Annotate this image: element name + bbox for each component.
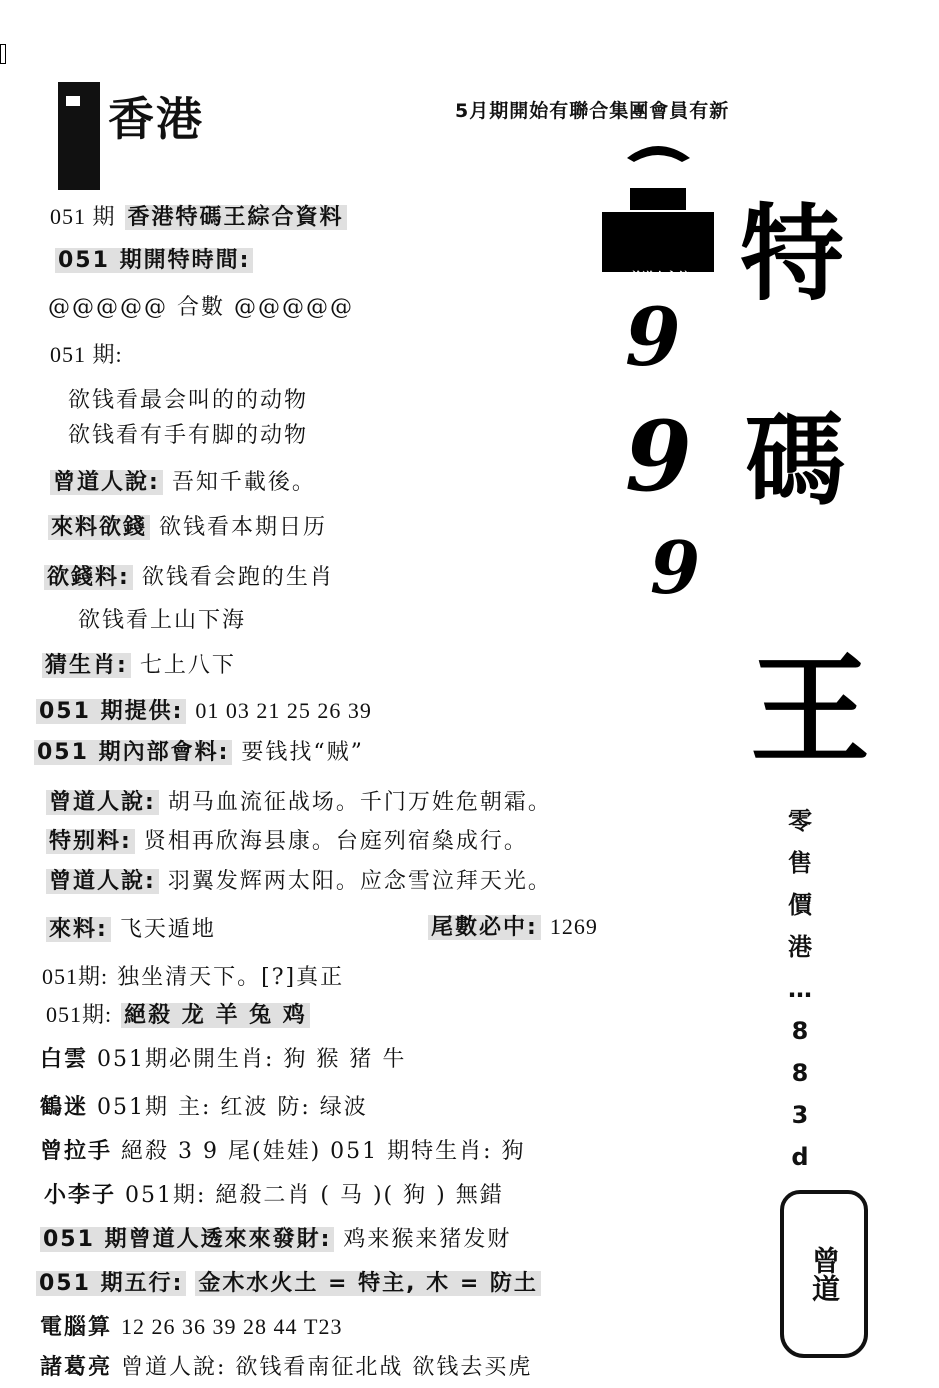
line-label: 051期:	[46, 1002, 113, 1027]
line-text: 051期 主: 红波 防: 绿波	[97, 1095, 368, 1120]
line-text: 051期: 絕殺二肖 ( 马 )( 狗 ) 無錯	[125, 1183, 504, 1208]
line-computer	[40, 1310, 342, 1341]
line-text: 贤相再欣海县康。台庭列宿燊成行。	[143, 829, 528, 854]
line-label: 051 期曾道人透來來發財:	[40, 1227, 334, 1252]
line-text: 欲钱看最会叫的的动物	[68, 388, 309, 413]
line-label: 白雲	[40, 1047, 89, 1072]
vertical-char: 8	[791, 1059, 809, 1087]
seal-text: 曾道	[808, 1246, 841, 1302]
edge-mark	[0, 44, 6, 64]
line-text: 飞天遁地	[119, 917, 216, 942]
line-issue-title	[50, 200, 347, 231]
vertical-char: 3	[791, 1101, 809, 1129]
line-label: 猜生肖:	[42, 653, 131, 678]
line-zeng-3	[46, 864, 552, 895]
line-sitting	[42, 960, 344, 991]
line-label: 051 期五行:	[36, 1271, 186, 1296]
line-label: 欲錢料:	[44, 565, 133, 590]
line-riddle-3	[78, 603, 246, 634]
line-label: 鶴迷	[40, 1095, 89, 1120]
line-text: 051期必開生肖: 狗 猴 猪 牛	[97, 1047, 407, 1072]
line-text: 吾知千載後。	[171, 470, 316, 495]
hat-logo	[602, 140, 714, 280]
line-zeng-1	[50, 465, 316, 496]
line-label: 曾道人說:	[46, 869, 159, 894]
line-text: 七上八下	[139, 653, 236, 678]
line-label: 051 期:	[50, 342, 123, 367]
line-label: 小李子	[44, 1183, 117, 1208]
line-lailiao	[46, 912, 216, 943]
line-laiao	[48, 510, 327, 541]
line-text: 独坐清天下。[?]真正	[117, 965, 345, 990]
line-kill-zodiac	[46, 998, 310, 1029]
line-text: 01 03 21 25 26 39	[195, 698, 372, 723]
line-text: 羽翼发辉两太阳。应念雪泣拜天光。	[167, 869, 552, 894]
line-internal	[34, 735, 364, 766]
vertical-char: 8	[791, 1017, 809, 1045]
line-zeng-2	[46, 785, 552, 816]
line-issue-period	[50, 338, 123, 369]
vertical-char: 價	[788, 891, 812, 919]
line-text: 欲钱看上山下海	[78, 608, 247, 633]
line-zhuge	[40, 1350, 532, 1381]
big-char-wang: 王	[750, 642, 870, 781]
line-yuqian	[44, 560, 334, 591]
line-label: 051期:	[42, 964, 109, 989]
line-text: 要钱找“贼”	[241, 740, 364, 765]
line-five-elements	[36, 1266, 541, 1297]
line-xiaolizi	[44, 1178, 504, 1209]
line-text: 曾道人說: 欲钱看南征北战 欲钱去买虎	[121, 1355, 533, 1380]
line-text: @@@@@ 合數 @@@@@	[48, 295, 354, 320]
line-label: 尾數必中:	[428, 915, 541, 940]
vertical-char: 港	[788, 933, 812, 961]
line-hemi	[40, 1090, 368, 1121]
line-text: 絕殺 龙 羊 兔 鸡	[121, 1003, 310, 1028]
line-riddle-1	[68, 383, 308, 414]
line-text: 欲钱看本期日历	[159, 515, 328, 540]
digit-nine-3: 9	[650, 525, 701, 610]
line-text: 鸡来猴来猪发财	[343, 1227, 512, 1252]
line-provided-numbers	[36, 694, 372, 725]
vertical-price-text	[780, 800, 820, 1178]
line-fortune	[40, 1222, 511, 1253]
line-text: 欲钱看有手有脚的动物	[68, 423, 309, 448]
line-zengla	[40, 1134, 526, 1165]
line-combined	[48, 290, 354, 321]
vertical-char: d	[791, 1143, 809, 1171]
line-special	[46, 824, 528, 855]
line-label: 曾道人說:	[50, 470, 163, 495]
header-notice: 5月期開始有聯合集團會員有新	[455, 100, 730, 122]
line-text: 金木水火土 = 特主, 木 = 防土	[195, 1271, 541, 1296]
line-tail-number	[428, 910, 598, 941]
line-riddle-2	[68, 418, 308, 449]
line-label: 特别料:	[46, 829, 135, 854]
vertical-char: 零	[788, 807, 812, 835]
logo-block	[58, 82, 100, 190]
line-text: 1269	[549, 914, 598, 939]
line-guess-zodiac	[42, 648, 236, 679]
line-text: 香港特碼王綜合資料	[125, 205, 347, 230]
page-title: 香港	[108, 92, 204, 146]
line-label: 曾拉手	[40, 1139, 113, 1164]
line-draw-time	[55, 243, 253, 274]
line-baiyun	[40, 1042, 406, 1073]
hat-caption: 曾道人主編	[629, 270, 690, 284]
line-label: 諸葛亮	[40, 1355, 113, 1380]
vertical-char: 售	[788, 849, 812, 877]
big-char-te: 特	[740, 193, 845, 315]
line-label: 曾道人說:	[46, 790, 159, 815]
header	[58, 82, 204, 190]
line-text: 12 26 36 39 28 44 T23	[121, 1314, 343, 1339]
line-text: 欲钱看会跑的生肖	[141, 565, 334, 590]
line-label: 051 期內部會料:	[34, 740, 232, 765]
vertical-char: …	[788, 975, 812, 1003]
line-label: 051 期開特時間:	[55, 248, 253, 273]
line-label: 051 期提供:	[36, 699, 186, 724]
line-label: 051 期	[50, 204, 116, 229]
line-label: 來料:	[46, 917, 111, 942]
line-label: 電腦算	[40, 1315, 113, 1340]
line-text: 胡马血流征战场。千门万姓危朝霜。	[167, 790, 552, 815]
big-char-ma: 碼	[745, 402, 845, 519]
digit-nine-1: 9	[625, 290, 681, 384]
seal-stamp	[780, 1190, 868, 1358]
line-text: 絕殺 3 9 尾(娃娃) 051 期特生肖: 狗	[121, 1139, 526, 1164]
line-label: 來料欲錢	[48, 515, 150, 540]
digit-nine-2: 9	[625, 400, 692, 513]
